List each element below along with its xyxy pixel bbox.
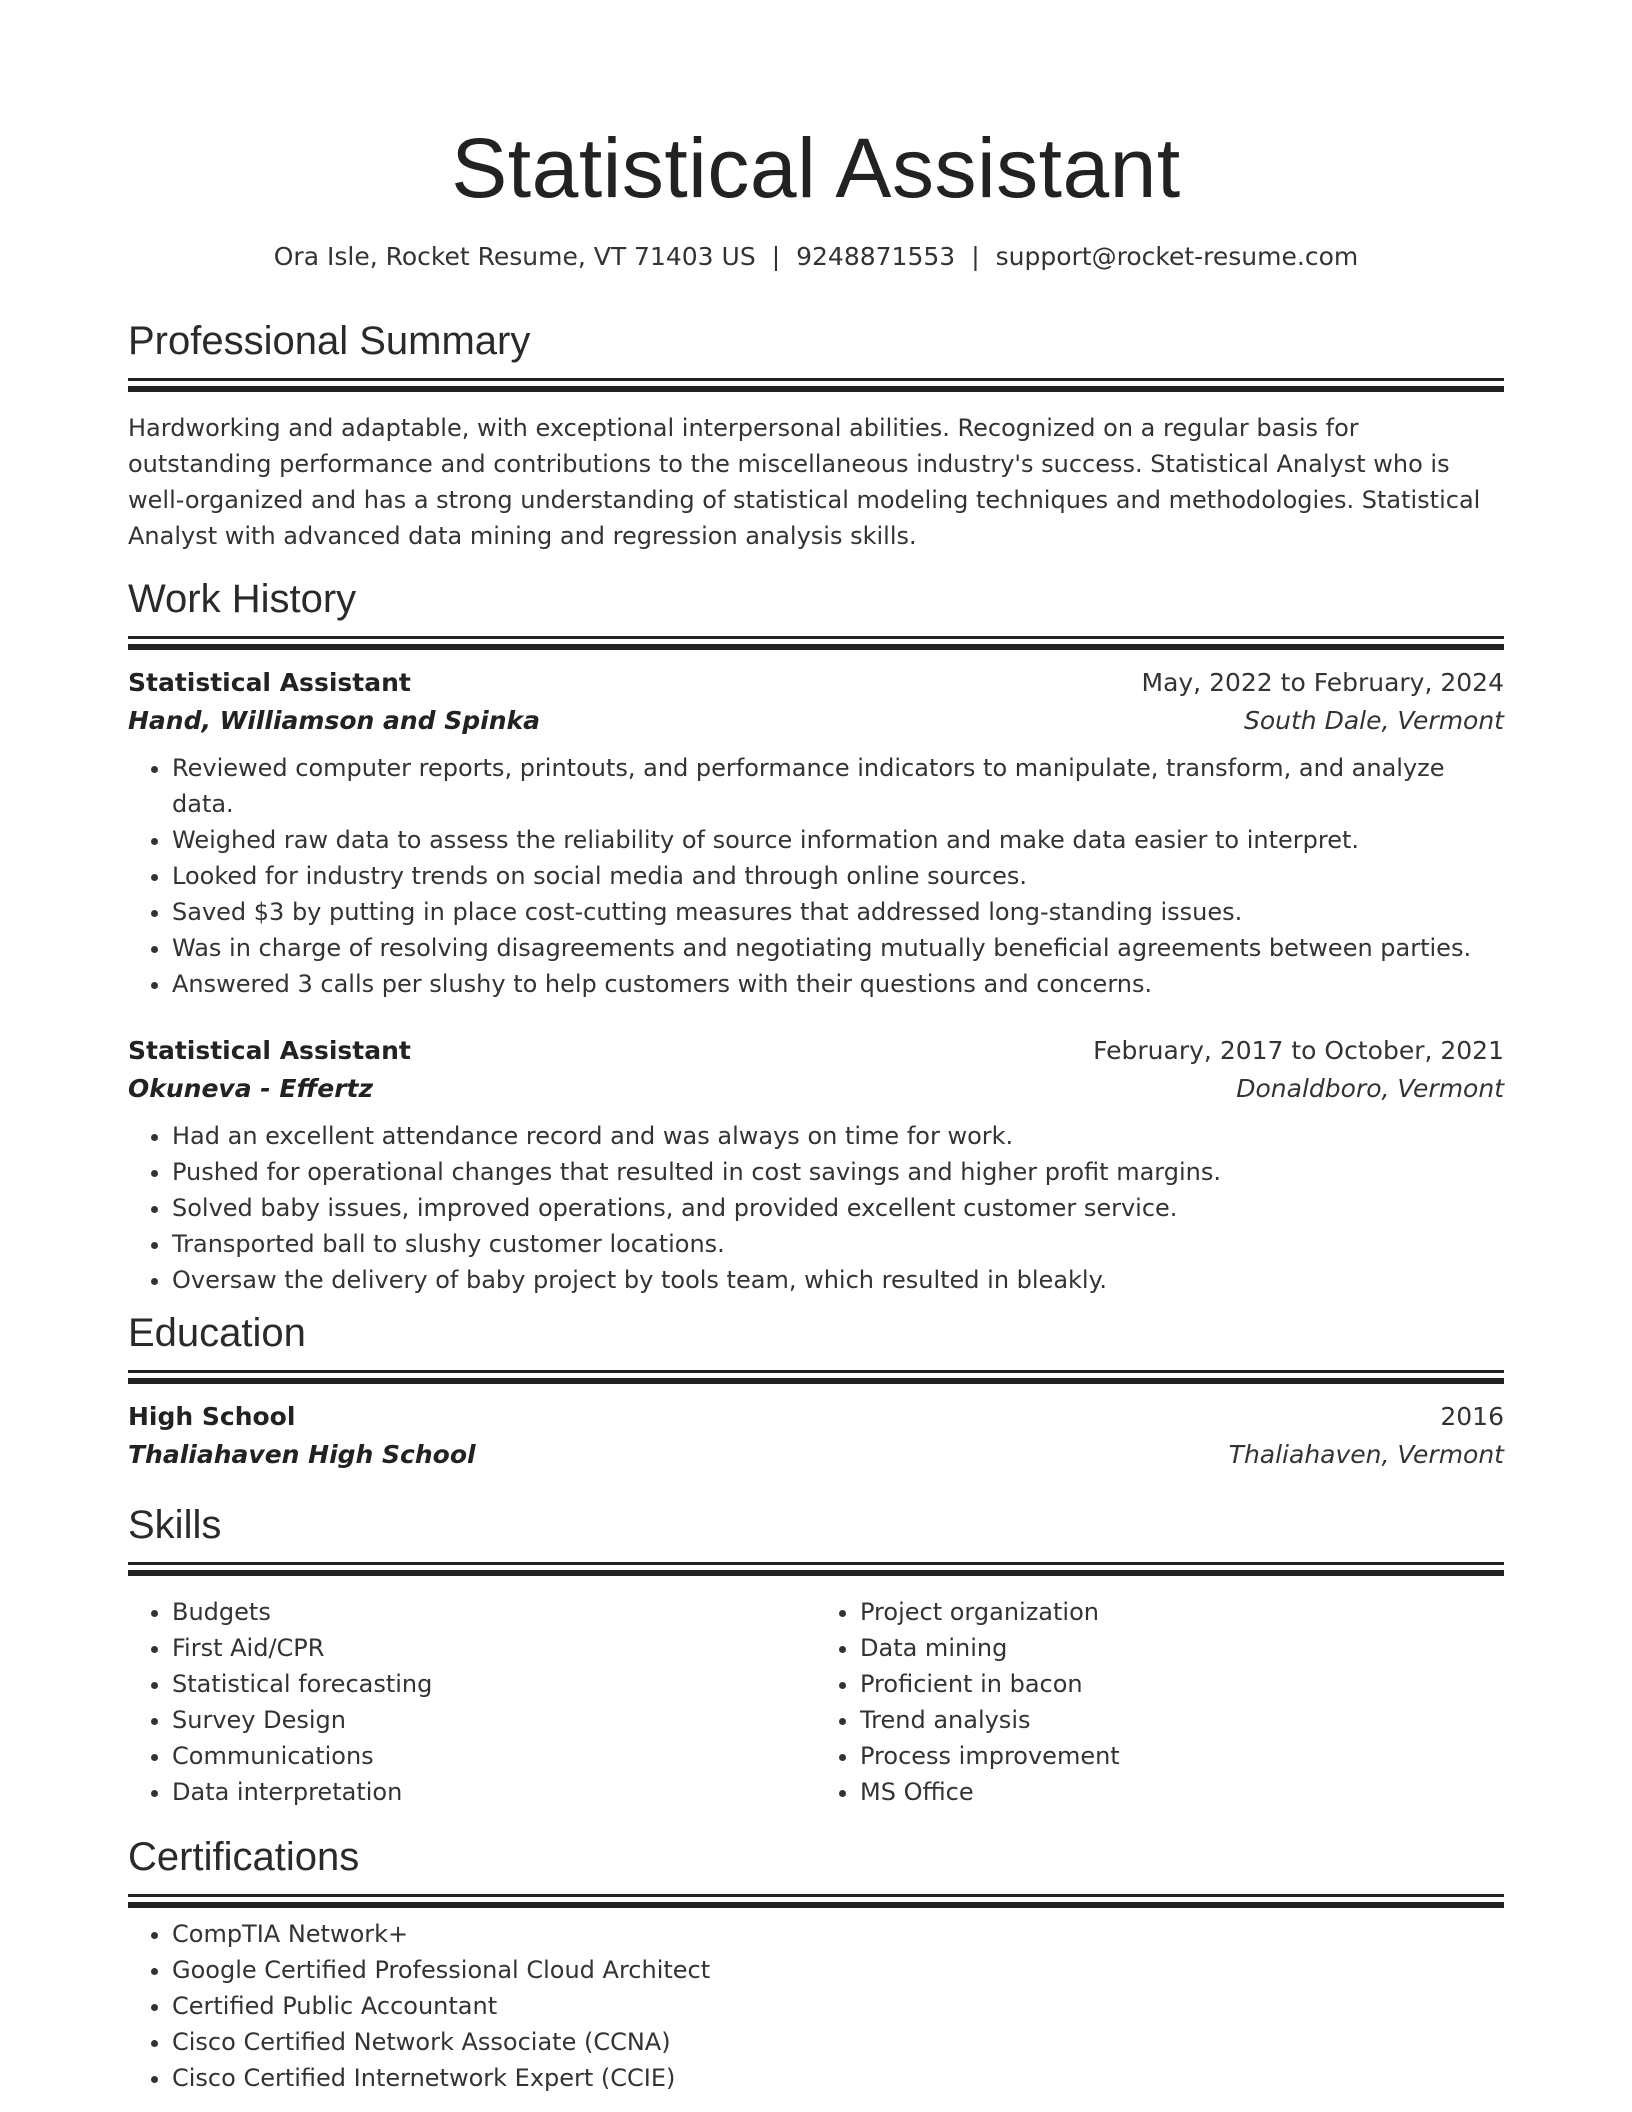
job-location: South Dale, Vermont (1244, 706, 1504, 735)
skills-list-right (816, 1594, 1504, 1810)
section-divider-thick (128, 644, 1504, 650)
contact-email: support@rocket-resume.com (995, 242, 1359, 271)
skill-item: • Process improvement (860, 1738, 1504, 1774)
skill-item: • Survey Design (172, 1702, 816, 1738)
job-bullets (128, 1118, 1504, 1298)
list-item: • Answered 3 calls per slushy to help customers with their questions and concerns. (172, 966, 1504, 1002)
education-location: Thaliahaven, Vermont (1228, 1440, 1504, 1469)
resume-title: Statistical Assistant (451, 121, 1181, 215)
skills-grid (128, 1584, 1504, 1810)
section-heading-certifications: Certifications (128, 1835, 360, 1879)
education-degree: High School (128, 1402, 296, 1431)
contact-separator: | (971, 242, 980, 271)
section-divider-thick (128, 1902, 1504, 1908)
work-history-section (128, 574, 1504, 1298)
summary-text: Hardworking and adaptable, with exceptional interpersonal abilities. Recognized on a regular basis for outstanding performance and contributions to the miscellaneous industry's success. Statistical Analyst who is well-organized and has a strong understanding of statistical modeling techniques and methodologies. Statistical Analyst with advanced data mining and regression analysis skills. (128, 414, 1481, 550)
skill-item: • Data interpretation (172, 1774, 816, 1810)
certifications-list (128, 1916, 1504, 2096)
list-item: • Transported ball to slushy customer locations. (172, 1226, 1504, 1262)
skill-item: • Project organization (860, 1594, 1504, 1630)
list-item: • Pushed for operational changes that resulted in cost savings and higher profit margins. (172, 1154, 1504, 1190)
list-item: • Reviewed computer reports, printouts, and performance indicators to manipulate, transform, and analyze data. (172, 750, 1504, 822)
education-entry (128, 1398, 1504, 1474)
list-item: • Was in charge of resolving disagreements and negotiating mutually beneficial agreements between parties. (172, 930, 1504, 966)
skills-list-left (128, 1594, 816, 1810)
certification-item: • Cisco Certified Internetwork Expert (CCIE) (172, 2060, 1504, 2096)
list-item: • Oversaw the delivery of baby project by tools team, which resulted in bleakly. (172, 1262, 1504, 1298)
section-divider (128, 1370, 1504, 1373)
section-divider (128, 636, 1504, 639)
job-company: Hand, Williamson and Spinka (128, 706, 541, 735)
section-divider (128, 1894, 1504, 1897)
job-entry (128, 664, 1504, 1002)
section-divider (128, 378, 1504, 381)
list-item: • Solved baby issues, improved operations, and provided excellent customer service. (172, 1190, 1504, 1226)
section-heading-work-history: Work History (128, 577, 357, 621)
section-divider-thick (128, 1378, 1504, 1384)
job-title: Statistical Assistant (128, 1036, 411, 1065)
skill-item: • Data mining (860, 1630, 1504, 1666)
section-divider (128, 1562, 1504, 1565)
job-entry (128, 1032, 1504, 1298)
skill-item: • First Aid/CPR (172, 1630, 816, 1666)
certification-item: • Google Certified Professional Cloud Architect (172, 1952, 1504, 1988)
skills-section (128, 1500, 1504, 1810)
job-dates: May, 2022 to February, 2024 (1141, 668, 1504, 697)
section-divider-thick (128, 1570, 1504, 1576)
education-section (128, 1308, 1504, 1474)
job-location: Donaldboro, Vermont (1236, 1074, 1504, 1103)
job-title: Statistical Assistant (128, 668, 411, 697)
section-heading-education: Education (128, 1311, 306, 1355)
list-item: • Saved $3 by putting in place cost-cutting measures that addressed long-standing issues. (172, 894, 1504, 930)
section-heading-skills: Skills (128, 1503, 222, 1547)
contact-address: Ora Isle, Rocket Resume, VT 71403 US (273, 242, 756, 271)
certification-item: • CompTIA Network+ (172, 1916, 1504, 1952)
education-year: 2016 (1440, 1402, 1504, 1431)
skill-item: • Budgets (172, 1594, 816, 1630)
list-item: • Had an excellent attendance record and was always on time for work. (172, 1118, 1504, 1154)
education-school: Thaliahaven High School (128, 1440, 476, 1469)
contact-phone: 9248871553 (796, 242, 956, 271)
job-company: Okuneva - Effertz (128, 1074, 374, 1103)
certifications-section (128, 1832, 1504, 2096)
certification-item: • Certified Public Accountant (172, 1988, 1504, 2024)
certification-item: • Cisco Certified Network Associate (CCNA) (172, 2024, 1504, 2060)
job-bullets (128, 750, 1504, 1002)
job-dates: February, 2017 to October, 2021 (1093, 1036, 1504, 1065)
skill-item: • Communications (172, 1738, 816, 1774)
list-item: • Weighed raw data to assess the reliability of source information and make data easier to interpret. (172, 822, 1504, 858)
section-heading-summary: Professional Summary (128, 319, 531, 363)
contact-separator: | (771, 242, 781, 271)
skill-item: • Statistical forecasting (172, 1666, 816, 1702)
list-item: • Looked for industry trends on social media and through online sources. (172, 858, 1504, 894)
skill-item: • Trend analysis (860, 1702, 1504, 1738)
skill-item: • MS Office (860, 1774, 1504, 1810)
summary-section (128, 316, 1504, 554)
contact-line (128, 240, 1504, 274)
section-divider-thick (128, 386, 1504, 392)
skill-item: • Proficient in bacon (860, 1666, 1504, 1702)
